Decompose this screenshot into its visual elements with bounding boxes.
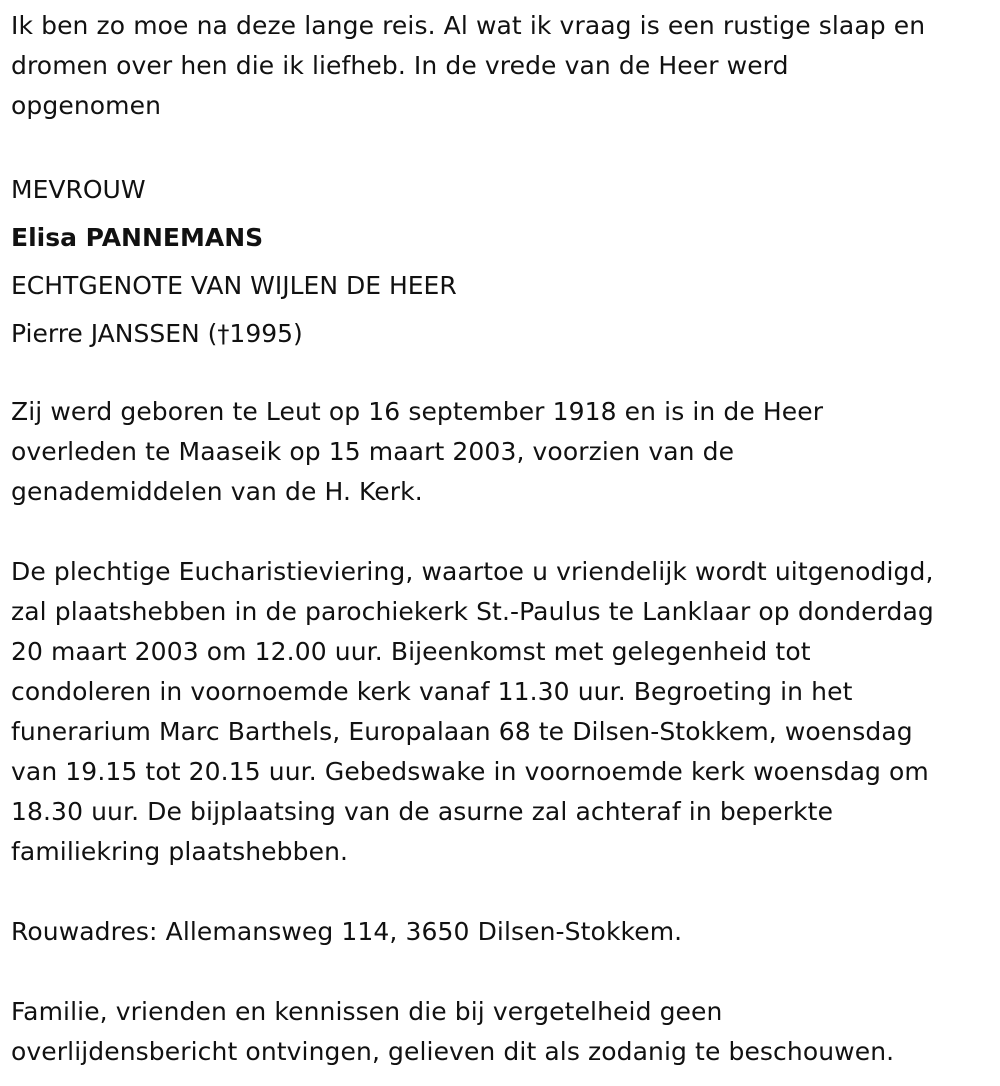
spacer [11, 952, 985, 992]
intro-text: Ik ben zo moe na deze lange reis. Al wat ik vraag is een rustige slaap en dromen over hen die ik liefheb. In de vrede van de Heer werd opgenomen [11, 11, 926, 120]
spouse-death-year: 1995) [229, 319, 303, 348]
ceremony-text: De plechtige Eucharistieviering, waartoe u vriendelijk wordt uitgenodigd, zal plaatshebben in de parochiekerk St.-Paulus te Lanklaar op donderdag 20 maart 2003 om 12.00 uur. Bijeenkomst met gelegenheid tot condoleren in voornoemde kerk vanaf 11.30 uur. Begroeting in het funerarium Marc Barthels, Europalaan 68 te Dilsen-Stokkem, woensdag van 19.15 tot 20.15 uur. Gebedswake in voornoemde kerk woensdag om 18.30 uur. De bijplaatsing van de asurne zal achteraf in beperkte familiekring plaatshebben. [11, 557, 934, 866]
closing-text: Familie, vrienden en kennissen die bij vergetelheid geen overlijdensbericht ontvingen, gelieven dit als zodanig te beschouwen. [11, 997, 895, 1066]
spacer [11, 872, 985, 912]
birth-death-text: Zij werd geboren te Leut op 16 september 1918 en is in de Heer overleden te Maaseik op 15 maart 2003, voorzien van de genademiddelen van de H. Kerk. [11, 397, 824, 506]
spouse-line [11, 310, 985, 358]
spacer [11, 358, 985, 392]
spacer [11, 512, 985, 552]
cross-icon: † [217, 320, 230, 348]
title-line: MEVROUW [11, 175, 146, 204]
relation-line: ECHTGENOTE VAN WIJLEN DE HEER [11, 271, 457, 300]
mourning-address: Rouwadres: Allemansweg 114, 3650 Dilsen-Stokkem. [11, 917, 683, 946]
spouse-name: Pierre JANSSEN ( [11, 319, 218, 348]
spacer [11, 126, 985, 166]
deceased-name: Elisa PANNEMANS [11, 223, 264, 252]
